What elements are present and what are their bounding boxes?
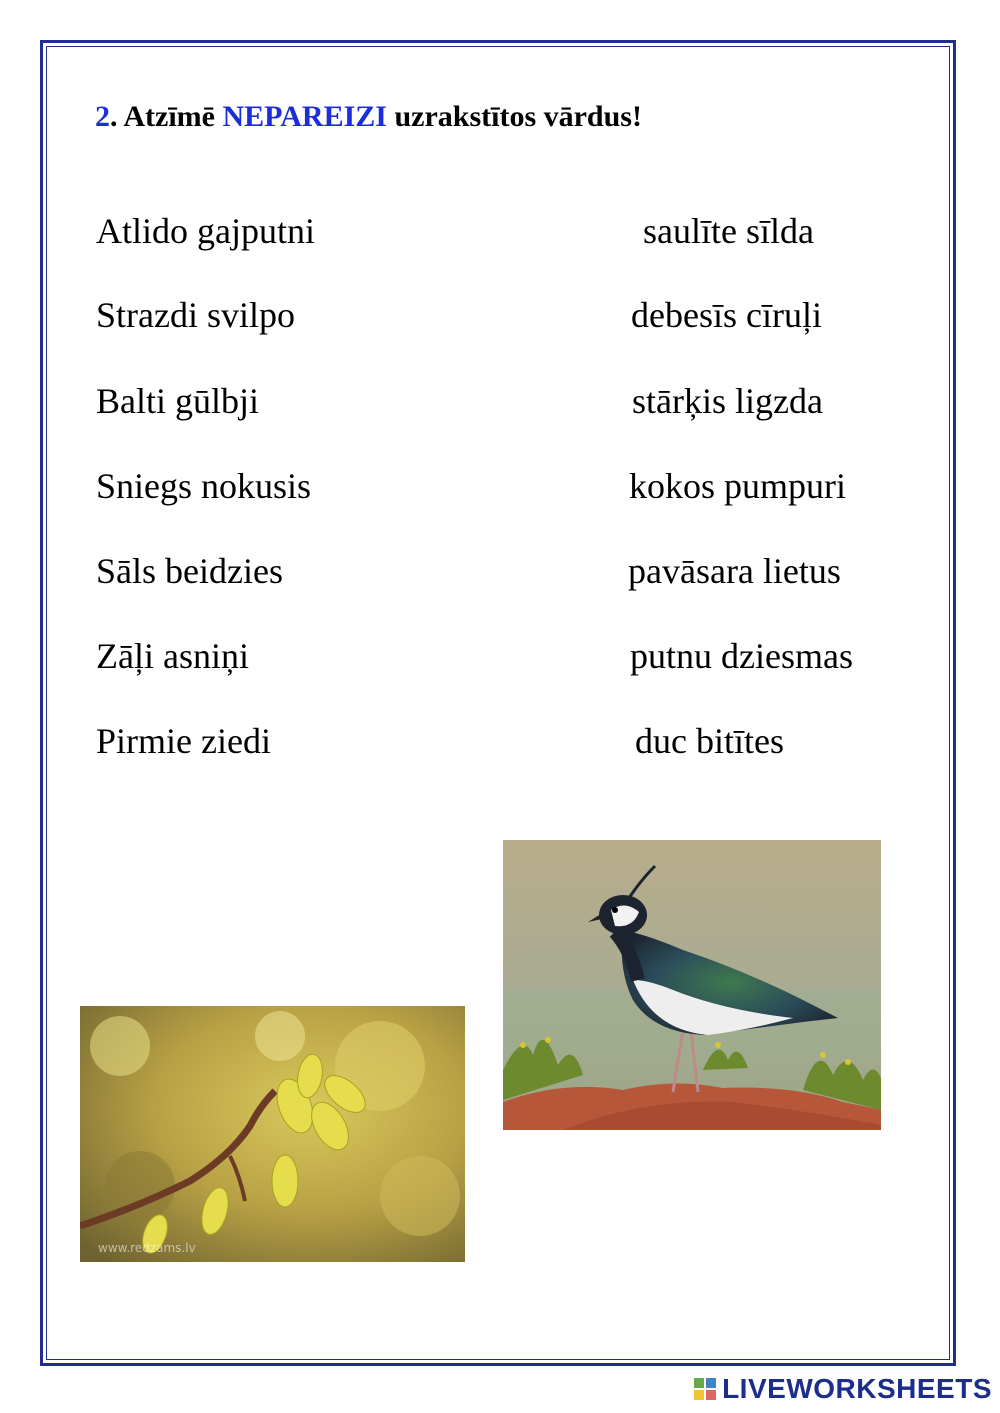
right-word-6[interactable]: putnu dziesmas — [630, 636, 853, 676]
right-word-3[interactable]: stārķis ligzda — [632, 381, 823, 421]
right-word-5[interactable]: pavāsara lietus — [628, 551, 841, 591]
left-word-1[interactable]: Atlido gajputni — [96, 211, 315, 251]
right-word-4[interactable]: kokos pumpuri — [629, 466, 847, 506]
lapwing-photo — [503, 840, 881, 1130]
photo-watermark: www.redzams.lv — [98, 1241, 196, 1255]
right-word-7[interactable]: duc bitītes — [635, 721, 784, 761]
task-text-after: uzrakstītos vārdus! — [386, 100, 642, 133]
task-text-before: . Atzīmē — [110, 100, 223, 133]
left-word-2[interactable]: Strazdi svilpo — [96, 295, 295, 335]
forsythia-photo — [80, 1006, 465, 1262]
task-highlight: NEPAREIZI — [222, 100, 387, 133]
liveworksheets-text: LIVEWORKSHEETS — [722, 1373, 992, 1404]
liveworksheets-logo-icon — [694, 1378, 718, 1400]
left-word-7[interactable]: Pirmie ziedi — [96, 721, 271, 761]
left-word-3[interactable]: Balti gūlbji — [96, 381, 260, 421]
left-word-4[interactable]: Sniegs nokusis — [96, 466, 312, 506]
left-word-6[interactable]: Zāļi asniņi — [96, 636, 249, 676]
task-instruction — [95, 100, 642, 134]
left-word-5[interactable]: Sāls beidzies — [96, 551, 283, 591]
right-word-1[interactable]: saulīte sīlda — [643, 211, 814, 251]
liveworksheets-branding[interactable] — [694, 1373, 992, 1405]
right-word-2[interactable]: debesīs cīruļi — [631, 295, 822, 335]
task-number: 2 — [95, 100, 110, 133]
